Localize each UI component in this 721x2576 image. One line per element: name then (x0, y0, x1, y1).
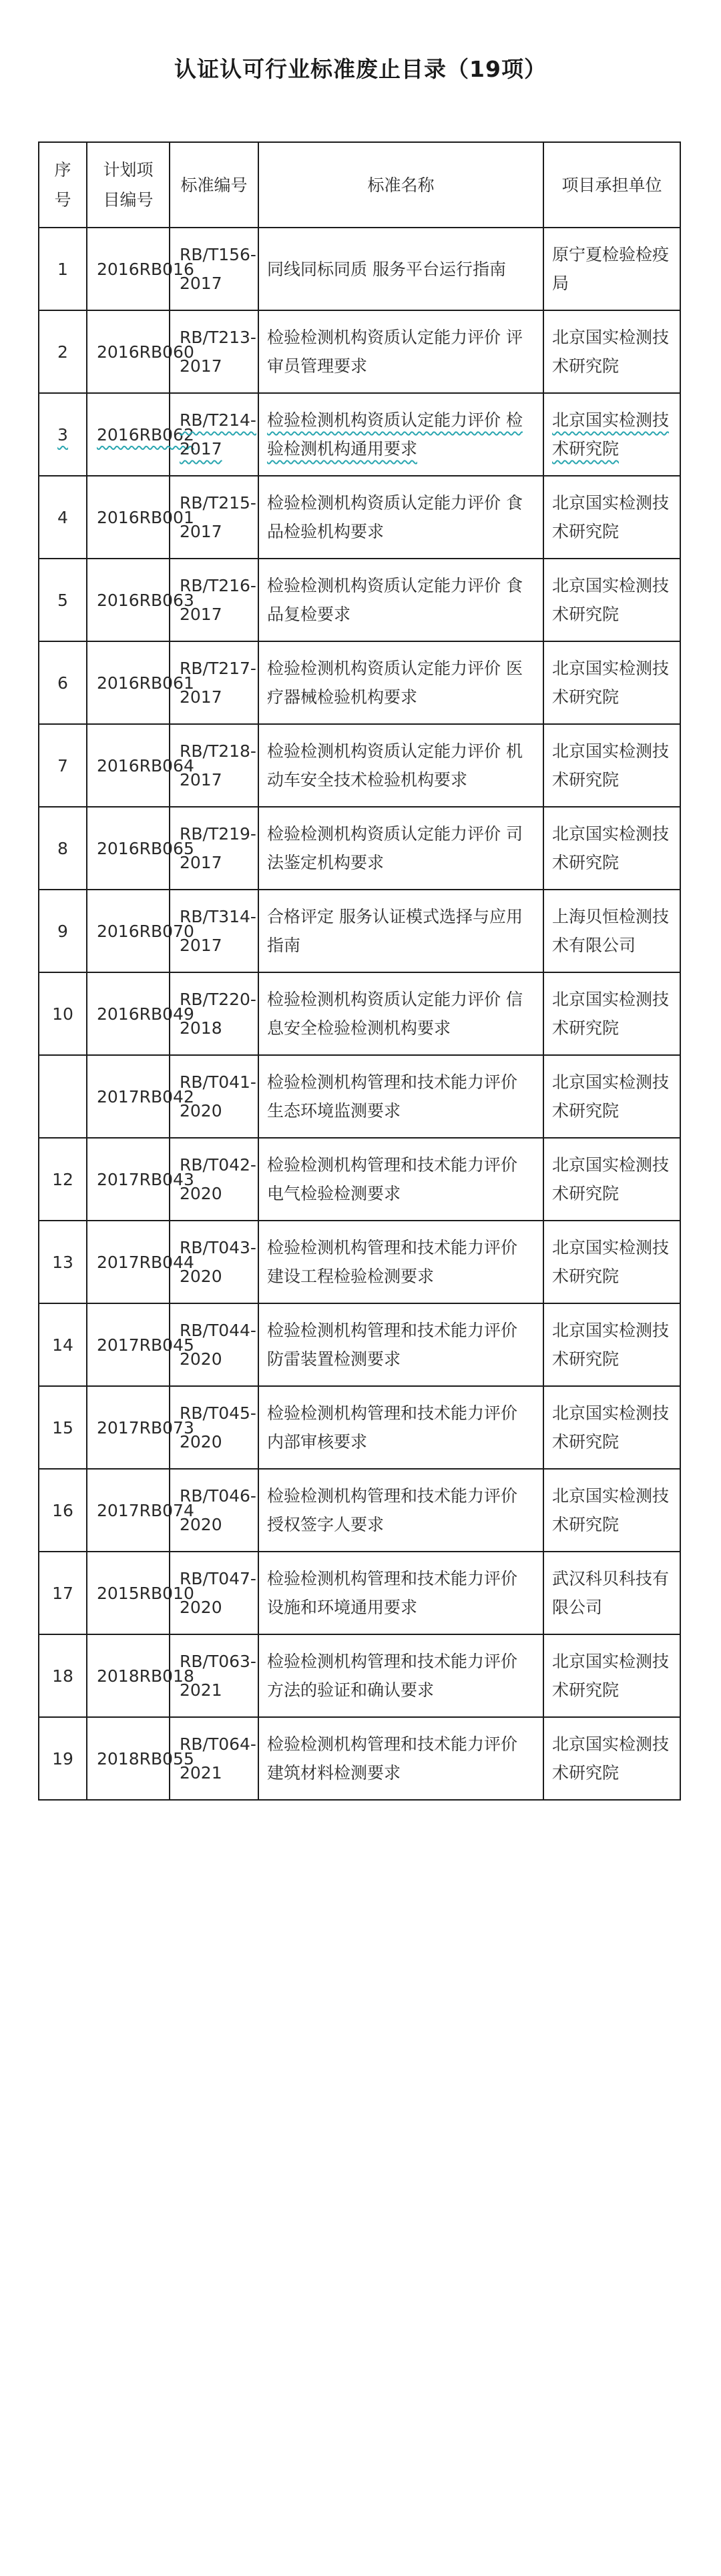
row-plan-number: 2015RB010 (87, 1552, 170, 1634)
row-standard-code: RB/T064-2021 (170, 1717, 258, 1800)
row-standard-code: RB/T047-2020 (170, 1552, 258, 1634)
row-unit: 北京国实检测技术研究院 (543, 1138, 680, 1221)
table-row (39, 972, 680, 1055)
row-plan-number: 2017RB074 (87, 1469, 170, 1552)
row-standard-name: 检验检测机构管理和技术能力评价 内部审核要求 (258, 1386, 543, 1469)
table-row (39, 1055, 680, 1138)
row-seq (39, 1055, 87, 1138)
row-plan-number: 2017RB042 (87, 1055, 170, 1138)
header-unit: 项目承担单位 (543, 142, 680, 228)
row-plan-number (87, 393, 194, 476)
row-standard-name: 检验检测机构资质认定能力评价 食品复检要求 (258, 559, 543, 641)
row-standard-code (170, 393, 258, 476)
row-plan-number: 2016RB016 (87, 228, 170, 310)
table-row (39, 559, 680, 641)
row-standard-code: RB/T045-2020 (170, 1386, 258, 1469)
row-unit: 北京国实检测技术研究院 (543, 972, 680, 1055)
row-unit: 北京国实检测技术研究院 (543, 1303, 680, 1386)
table-row (39, 1469, 680, 1552)
row-standard-name: 检验检测机构资质认定能力评价 信息安全检验检测机构要求 (258, 972, 543, 1055)
row-seq: 10 (39, 972, 87, 1055)
row-plan-number: 2016RB001 (87, 476, 170, 559)
row-standard-code: RB/T213-2017 (170, 310, 258, 393)
row-unit: 北京国实检测技术研究院 (543, 1469, 680, 1552)
row-seq: 15 (39, 1386, 87, 1469)
row-standard-name: 检验检测机构资质认定能力评价 司法鉴定机构要求 (258, 807, 543, 890)
row-seq: 17 (39, 1552, 87, 1634)
row-standard-name (258, 393, 543, 476)
table-row (39, 1634, 680, 1717)
row-plan-number: 2016RB060 (87, 310, 170, 393)
row-standard-name: 检验检测机构管理和技术能力评价 设施和环境通用要求 (258, 1552, 543, 1634)
row-seq: 19 (39, 1717, 87, 1800)
row-seq (39, 393, 87, 476)
row-standard-name: 检验检测机构资质认定能力评价 食品检验机构要求 (258, 476, 543, 559)
row-standard-code: RB/T215-2017 (170, 476, 258, 559)
table-row (39, 1552, 680, 1634)
row-plan-number: 2018RB055 (87, 1717, 170, 1800)
row-standard-name: 检验检测机构资质认定能力评价 机动车安全技术检验机构要求 (258, 724, 543, 807)
row-seq: 9 (39, 890, 87, 972)
row-seq: 1 (39, 228, 87, 310)
row-unit: 武汉科贝科技有限公司 (543, 1552, 680, 1634)
table-row (39, 1717, 680, 1800)
row-unit: 北京国实检测技术研究院 (543, 1717, 680, 1800)
row-seq: 14 (39, 1303, 87, 1386)
row-plan-number: 2017RB045 (87, 1303, 170, 1386)
row-standard-code: RB/T041-2020 (170, 1055, 258, 1138)
row-standard-code: RB/T042-2020 (170, 1138, 258, 1221)
row-standard-name: 合格评定 服务认证模式选择与应用指南 (258, 890, 543, 972)
table-row (39, 310, 680, 393)
row-unit: 北京国实检测技术研究院 (543, 641, 680, 724)
row-standard-code: RB/T156-2017 (170, 228, 258, 310)
row-plan-number: 2017RB073 (87, 1386, 170, 1469)
row-standard-name: 检验检测机构管理和技术能力评价 电气检验检测要求 (258, 1138, 543, 1221)
header-code: 标准编号 (170, 142, 258, 228)
row-plan-number: 2018RB018 (87, 1634, 170, 1717)
row-seq-highlighted: 3 (57, 424, 68, 444)
row-standard-code: RB/T216-2017 (170, 559, 258, 641)
row-standard-code: RB/T220-2018 (170, 972, 258, 1055)
table-row (39, 807, 680, 890)
row-plan-number: 2016RB064 (87, 724, 170, 807)
row-standard-name: 同线同标同质 服务平台运行指南 (258, 228, 543, 310)
standards-table (38, 141, 681, 1801)
table-header-row (39, 142, 680, 228)
row-unit: 北京国实检测技术研究院 (543, 310, 680, 393)
row-seq: 16 (39, 1469, 87, 1552)
row-plan-number: 2017RB043 (87, 1138, 170, 1221)
row-standard-name: 检验检测机构管理和技术能力评价 生态环境监测要求 (258, 1055, 543, 1138)
table-row (39, 228, 680, 310)
row-standard-name: 检验检测机构管理和技术能力评价 方法的验证和确认要求 (258, 1634, 543, 1717)
row-standard-code: RB/T043-2020 (170, 1221, 258, 1303)
row-unit: 北京国实检测技术研究院 (543, 1055, 680, 1138)
row-standard-code: RB/T219-2017 (170, 807, 258, 890)
row-plan-number: 2016RB049 (87, 972, 170, 1055)
row-standard-name: 检验检测机构资质认定能力评价 评审员管理要求 (258, 310, 543, 393)
row-standard-code: RB/T314-2017 (170, 890, 258, 972)
header-name: 标准名称 (258, 142, 543, 228)
row-plan-number: 2016RB070 (87, 890, 170, 972)
table-row (39, 1386, 680, 1469)
row-plan-number: 2016RB065 (87, 807, 170, 890)
row-unit: 北京国实检测技术研究院 (543, 1386, 680, 1469)
row-plan-highlighted: 2016RB062 (97, 424, 194, 444)
row-standard-name: 检验检测机构管理和技术能力评价 建设工程检验检测要求 (258, 1221, 543, 1303)
row-standard-code: RB/T063-2021 (170, 1634, 258, 1717)
header-plan: 计划项目编号 (87, 142, 170, 228)
row-seq: 4 (39, 476, 87, 559)
row-standard-code: RB/T218-2017 (170, 724, 258, 807)
row-seq: 2 (39, 310, 87, 393)
header-seq: 序号 (39, 142, 87, 228)
row-plan-number: 2017RB044 (87, 1221, 170, 1303)
row-seq: 7 (39, 724, 87, 807)
row-standard-code: RB/T217-2017 (170, 641, 258, 724)
table-row (39, 641, 680, 724)
row-unit: 北京国实检测技术研究院 (543, 1221, 680, 1303)
row-plan-number: 2016RB063 (87, 559, 170, 641)
row-standard-code: RB/T044-2020 (170, 1303, 258, 1386)
row-unit: 北京国实检测技术研究院 (543, 807, 680, 890)
row-unit: 北京国实检测技术研究院 (543, 476, 680, 559)
row-standard-name: 检验检测机构资质认定能力评价 医疗器械检验机构要求 (258, 641, 543, 724)
row-standard-name: 检验检测机构管理和技术能力评价 建筑材料检测要求 (258, 1717, 543, 1800)
table-row (39, 1221, 680, 1303)
table-row (39, 890, 680, 972)
row-seq: 12 (39, 1138, 87, 1221)
row-seq: 8 (39, 807, 87, 890)
table-row (39, 1138, 680, 1221)
row-plan-number: 2016RB061 (87, 641, 170, 724)
row-unit: 北京国实检测技术研究院 (543, 559, 680, 641)
row-standard-name: 检验检测机构管理和技术能力评价 防雷装置检测要求 (258, 1303, 543, 1386)
table-row (39, 724, 680, 807)
table-row (39, 393, 680, 476)
row-seq: 18 (39, 1634, 87, 1717)
row-standard-code: RB/T046-2020 (170, 1469, 258, 1552)
table-row (39, 476, 680, 559)
row-code-highlighted: RB/T214-2017 (180, 410, 256, 458)
table-row (39, 1303, 680, 1386)
row-seq: 13 (39, 1221, 87, 1303)
row-unit (543, 393, 680, 476)
row-seq: 6 (39, 641, 87, 724)
row-unit-highlighted: 北京国实检测技术研究院 (552, 410, 670, 458)
row-name-highlighted: 检验检测机构资质认定能力评价 检验检测机构通用要求 (267, 410, 523, 458)
row-standard-name: 检验检测机构管理和技术能力评价 授权签字人要求 (258, 1469, 543, 1552)
row-unit: 原宁夏检验检疫局 (543, 228, 680, 310)
row-seq: 5 (39, 559, 87, 641)
row-unit: 北京国实检测技术研究院 (543, 724, 680, 807)
row-unit: 上海贝恒检测技术有限公司 (543, 890, 680, 972)
row-unit: 北京国实检测技术研究院 (543, 1634, 680, 1717)
page-title: 认证认可行业标准废止目录（19项） (174, 56, 547, 82)
